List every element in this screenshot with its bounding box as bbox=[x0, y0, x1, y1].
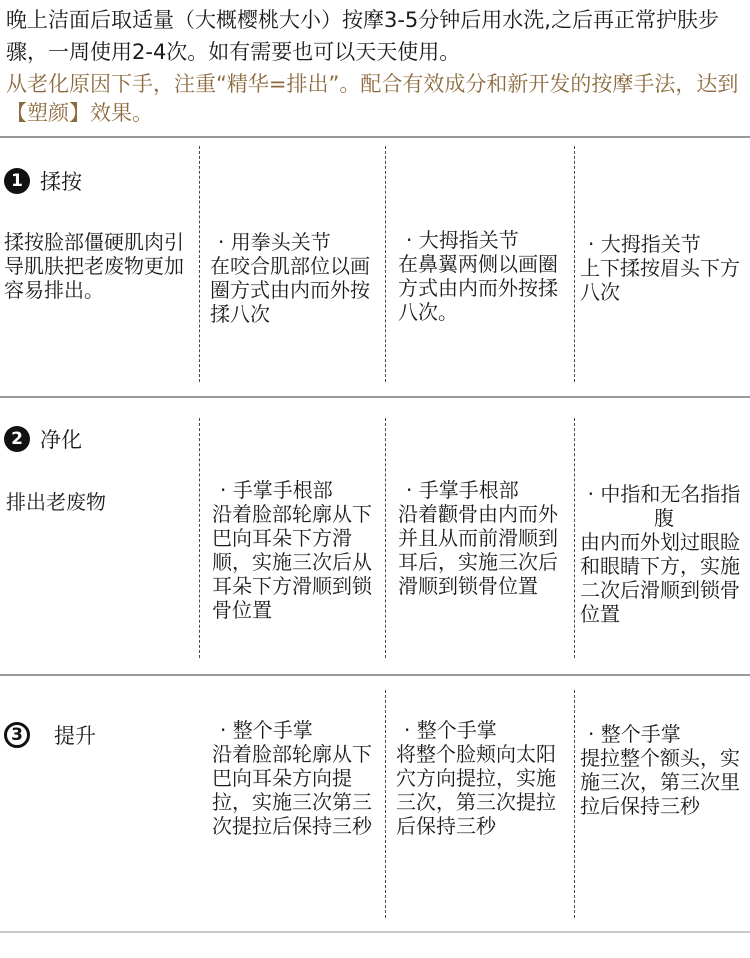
step-1-cell-3 bbox=[580, 232, 748, 304]
column-divider bbox=[574, 418, 575, 658]
step-1-cell-2 bbox=[398, 228, 570, 324]
step-1-description: 揉按脸部僵硬肌肉引导肌肤把老废物更加容易排出。 bbox=[4, 230, 184, 302]
column-divider bbox=[574, 690, 575, 918]
column-divider bbox=[385, 418, 386, 658]
cell-text: 在咬合肌部位以画圈方式由内而外按揉八次 bbox=[210, 254, 370, 326]
cell-text: 沿着脸部轮廓从下巴向耳朵方向提拉，实施三次第三次提拉后保持三秒 bbox=[212, 742, 372, 838]
step-3-cell-1 bbox=[212, 718, 382, 838]
column-divider bbox=[385, 146, 386, 382]
divider bbox=[0, 931, 750, 933]
intro-text: 晚上洁面后取适量（大概樱桃大小）按摩3-5分钟后用水洗,之后再正常护肤步骤，一周使用2-4次。如有需要也可以天天使用。 bbox=[6, 8, 719, 64]
cell-text: 将整个脸颊向太阳穴方向提拉，实施三次，第三次提拉后保持三秒 bbox=[396, 742, 556, 838]
cell-title: · 大拇指关节 bbox=[588, 232, 701, 256]
cell-title: · 中指和无名指指腹 bbox=[587, 482, 741, 530]
cell-text: 在鼻翼两侧以画圈方式由内而外按揉八次。 bbox=[398, 252, 558, 324]
cell-title: · 手掌手根部 bbox=[406, 478, 519, 502]
step-3-number: 3 bbox=[4, 722, 30, 748]
step-2-name: 净化 bbox=[40, 428, 82, 452]
column-divider bbox=[574, 146, 575, 382]
divider bbox=[0, 674, 750, 676]
cell-text: 提拉整个额头，实施三次，第三次里拉后保持三秒 bbox=[580, 746, 740, 818]
cell-title: · 整个手掌 bbox=[588, 722, 681, 746]
step-3-cell-3 bbox=[580, 722, 748, 818]
step-2-heading bbox=[4, 424, 82, 454]
step-1-name: 揉按 bbox=[40, 170, 82, 194]
divider bbox=[0, 396, 750, 398]
step-2-cell-1 bbox=[212, 478, 382, 622]
step-1-number: 1 bbox=[4, 168, 30, 194]
step-2-number: 2 bbox=[4, 426, 30, 452]
cell-text: 沿着脸部轮廓从下巴向耳朵下方滑顺，实施三次后从耳朵下方滑顺到锁骨位置 bbox=[212, 502, 372, 622]
cell-title: · 用拳头关节 bbox=[218, 230, 331, 254]
step-3-cell-2 bbox=[396, 718, 568, 838]
cell-text: 由内而外划过眼睑和眼睛下方，实施二次后滑顺到锁骨位置 bbox=[580, 530, 740, 626]
cell-text: 沿着颧骨由内而外并且从而前滑顺到耳后，实施三次后滑顺到锁骨位置 bbox=[398, 502, 558, 598]
cell-title: · 大拇指关节 bbox=[406, 228, 519, 252]
step-1-cell-1 bbox=[210, 230, 382, 326]
step-2-description: 排出老废物 bbox=[6, 490, 106, 514]
step-2-cell-3 bbox=[580, 482, 748, 626]
step-3-heading bbox=[4, 720, 96, 750]
cell-title: · 整个手掌 bbox=[220, 718, 313, 742]
divider bbox=[0, 136, 750, 138]
step-2-cell-2 bbox=[398, 478, 570, 598]
column-divider bbox=[199, 146, 200, 382]
highlight-text: 从老化原因下手，注重“精华=排出”。配合有效成分和新开发的按摩手法，达到【塑颜】效果。 bbox=[6, 72, 739, 125]
cell-title: · 整个手掌 bbox=[404, 718, 497, 742]
step-1-heading bbox=[4, 166, 82, 196]
step-3-name: 提升 bbox=[54, 724, 96, 748]
cell-title: · 手掌手根部 bbox=[220, 478, 333, 502]
cell-text: 上下揉按眉头下方八次 bbox=[580, 256, 740, 304]
column-divider bbox=[199, 418, 200, 658]
column-divider bbox=[385, 690, 386, 918]
